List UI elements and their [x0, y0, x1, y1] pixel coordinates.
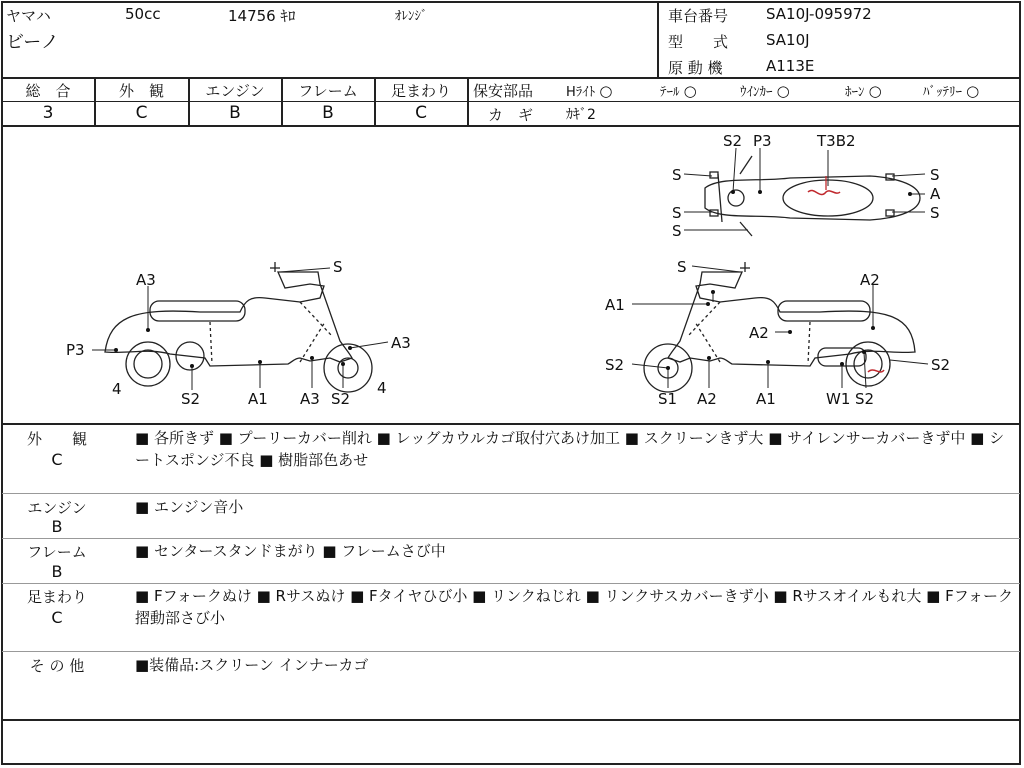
grade-mid-rule [2, 101, 467, 102]
frame-no: SA10J-095972 [766, 5, 872, 23]
safety-item-winker: ｳｲﾝｶｰ ○ [740, 82, 790, 100]
left-label-4: 4 [112, 380, 122, 398]
top-label-p3: P3 [753, 132, 772, 150]
right-label-w1: W1 [826, 390, 851, 408]
overall-label: 総 合 [25, 82, 71, 100]
displacement: 50cc [125, 5, 161, 23]
top-label-t3b2: T3B2 [817, 132, 856, 150]
remarks-rule [2, 493, 1020, 494]
remarks-suspension-grade: C [51, 608, 63, 627]
header-divider [657, 2, 659, 78]
right-label-a2: A2 [697, 390, 717, 408]
left-label-p3: P3 [66, 341, 85, 359]
frame-grade-label: フレーム [298, 82, 358, 100]
maker: ヤマハ [6, 7, 51, 25]
grade-divider [467, 78, 469, 126]
safety-label: 保安部品 [473, 82, 534, 100]
right-label-s1: S1 [658, 390, 678, 408]
suspension-grade: C [415, 103, 427, 123]
left-label-s-top: S [333, 258, 343, 276]
frame-no-label: 車台番号 [668, 7, 729, 25]
engine-code: A113E [766, 57, 815, 75]
remarks-engine-text: ■ エンジン音小 [135, 498, 244, 516]
right-label-a2-mid: A2 [749, 324, 769, 342]
remarks-other-label: そ の 他 [29, 657, 85, 675]
exterior-label: 外 観 [118, 82, 164, 100]
remarks-frame-grade: B [51, 562, 63, 581]
right-label-s2-right: S2 [931, 356, 951, 374]
top-label-a: A [930, 185, 941, 203]
remarks-exterior-label: 外 観 [26, 430, 87, 448]
remarks-suspension-label: 足まわり [26, 588, 87, 606]
left-label-a3-top: A3 [136, 271, 156, 289]
damage-diagram [0, 126, 1024, 424]
safety-item-tail: ﾃｰﾙ ○ [660, 82, 697, 100]
type-value: SA10J [766, 31, 810, 49]
model-name: ビーノ [6, 32, 59, 53]
right-label-a1: A1 [756, 390, 776, 408]
remarks-bottom-rule [2, 719, 1020, 721]
overall-grade: 3 [42, 103, 54, 123]
key-value: ｶｷﾞ2 [566, 107, 596, 123]
diagram-rule [2, 423, 1020, 425]
right-label-s-top: S [677, 258, 687, 276]
key-label: カ ギ [488, 106, 534, 124]
top-label-s-1: S [672, 166, 682, 184]
left-label-s2-right: S2 [331, 390, 351, 408]
remarks-exterior-grade: C [51, 450, 63, 469]
left-label-4-right: 4 [377, 379, 387, 397]
remarks-rule [2, 538, 1020, 539]
safety-mid-rule [467, 101, 1020, 102]
left-label-a3-right: A3 [391, 334, 411, 352]
top-label-s-3: S [672, 222, 682, 240]
remarks-engine-label: エンジン [27, 499, 87, 517]
type-label: 型 式 [668, 33, 729, 51]
engine-grade-label: エンジン [205, 82, 265, 100]
remarks-other-text: ■装備品:スクリーン インナーカゴ [135, 656, 369, 674]
engine-code-label: 原 動 機 [668, 59, 723, 77]
right-label-s2: S2 [855, 390, 875, 408]
safety-item-headlight: Hﾗｲﾄ ○ [566, 82, 613, 100]
left-label-s2: S2 [181, 390, 201, 408]
exterior-grade: C [135, 103, 148, 123]
right-label-s2-left: S2 [605, 356, 625, 374]
left-label-a3-bottom: A3 [300, 390, 320, 408]
remarks-frame-text: ■ センタースタンドまがり ■ フレームさび中 [135, 542, 446, 560]
remarks-engine-grade: B [51, 517, 63, 536]
remarks-rule [2, 651, 1020, 652]
safety-item-horn: ﾎｰﾝ ○ [845, 82, 882, 100]
remarks-rule [2, 583, 1020, 584]
top-view [705, 156, 920, 236]
suspension-grade-label: 足まわり [390, 82, 451, 100]
mileage: 14756 ｷﾛ [228, 7, 296, 25]
left-label-a1: A1 [248, 390, 268, 408]
remarks-exterior-text: ■ 各所きず ■ プーリーカバー削れ ■ レッグカウルカゴ取付穴あけ加工 ■ スクリーンきず大 ■ サイレンサーカバーきず中 ■ シートスポンジ不良 ■ 樹脂部色あせ [135, 429, 1005, 469]
top-label-s2: S2 [723, 132, 743, 150]
engine-grade: B [229, 103, 241, 123]
right-label-a2-top: A2 [860, 271, 880, 289]
top-label-s-5: S [930, 204, 940, 222]
safety-item-battery: ﾊﾞｯﾃﾘｰ ○ [923, 82, 980, 100]
top-label-s-4: S [930, 166, 940, 184]
right-label-a1-top: A1 [605, 296, 625, 314]
color: ｵﾚﾝｼﾞ [395, 9, 428, 24]
frame-grade: B [322, 103, 334, 123]
remarks-frame-label: フレーム [27, 543, 87, 561]
header-rule [2, 77, 1020, 79]
top-label-s-2: S [672, 204, 682, 222]
remarks-suspension-text: ■ Fフォークぬけ ■ Rサスぬけ ■ Fタイヤひび小 ■ リンクねじれ ■ リンクサスカバーきず小 ■ Rサスオイルもれ大 ■ Fフォーク摺動部さび小 [135, 587, 1013, 627]
